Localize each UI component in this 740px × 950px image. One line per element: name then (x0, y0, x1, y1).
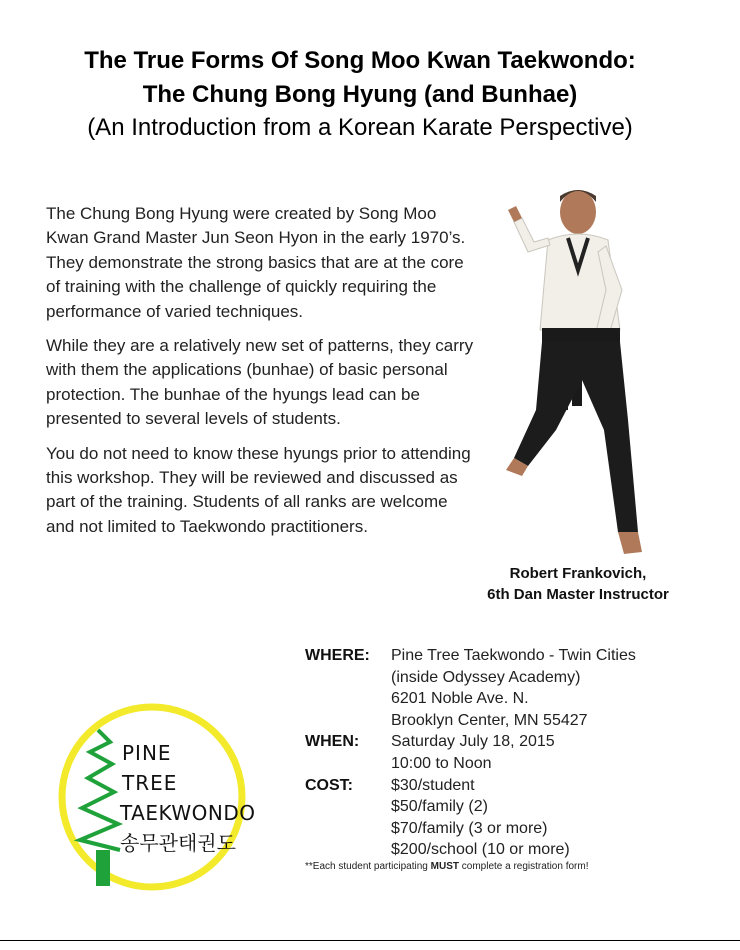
logo-line-3: TAEKWONDO (120, 801, 256, 825)
logo-korean: 송무관태권도 (120, 831, 236, 855)
cost-line-2: $50/family (2) (391, 798, 488, 816)
where-line-3: 6201 Noble Ave. N. (391, 690, 529, 708)
instructor-head (560, 190, 596, 234)
title-line-1: The True Forms Of Song Moo Kwan Taekwondo: (84, 47, 636, 74)
where-line-2: (inside Odyssey Academy) (391, 668, 581, 686)
event-details (305, 645, 636, 861)
instructor-caption (462, 563, 694, 605)
when-line-1: Saturday July 18, 2015 (391, 733, 555, 751)
cost-line-4: $200/school (10 or more) (391, 841, 570, 859)
when-label: WHEN: (305, 733, 360, 751)
black-belt (542, 328, 620, 342)
instructor-rank: 6th Dan Master Instructor (487, 586, 669, 603)
when-row (305, 731, 636, 774)
instructor-photo (500, 180, 650, 560)
subtitle: (An Introduction from a Korean Karate Perspective) (87, 114, 633, 141)
paragraph-3: You do not need to know these hyungs prior to attending this workshop. They will be reviewed and discussed as part of the training. Students of all ranks are welcome and not limited to Taekwondo practitioners. (46, 443, 471, 536)
logo-ring (62, 707, 242, 887)
cost-line-1: $30/student (391, 776, 475, 794)
logo-line-1: PINE (122, 741, 172, 765)
where-row (305, 645, 636, 731)
title-line-2: The Chung Bong Hyung (and Bunhae) (142, 81, 578, 108)
paragraph-2: While they are a relatively new set of patterns, they carry with them the applications (bunhae) of basic personal protection. The bunhae of the hyungs lead can be presented to several levels of students. (46, 336, 474, 429)
when-line-2: 10:00 to Noon (391, 754, 492, 772)
instructor-name: Robert Frankovich, (509, 565, 647, 582)
where-line-4: Brooklyn Center, MN 55427 (391, 711, 588, 729)
where-line-1: Pine Tree Taekwondo - Twin Cities (391, 647, 636, 664)
cost-label: COST: (305, 776, 353, 794)
registration-note (305, 860, 588, 874)
tree-icon (80, 730, 120, 850)
header (0, 44, 720, 144)
intro-text (46, 202, 476, 549)
paragraph-1: The Chung Bong Hyung were created by Song Moo Kwan Grand Master Jun Seon Hyon in the early 1970’s. They demonstrate the strong basics that are at the core of training with the challenge of quickly requiring the performance of varied techniques. (46, 204, 466, 321)
bottom-divider (0, 940, 740, 941)
where-label: WHERE: (305, 647, 370, 664)
pine-tree-taekwondo-logo (40, 700, 310, 910)
instructor-pants (514, 342, 638, 532)
cost-row (305, 775, 636, 861)
cost-line-3: $70/family (3 or more) (391, 819, 548, 837)
tree-trunk (96, 850, 110, 886)
note-emphasis: MUST (430, 861, 459, 872)
note-suffix: complete a registration form! (458, 861, 589, 872)
logo-line-2: TREE (122, 771, 178, 795)
note-prefix: **Each student participating (305, 861, 431, 872)
